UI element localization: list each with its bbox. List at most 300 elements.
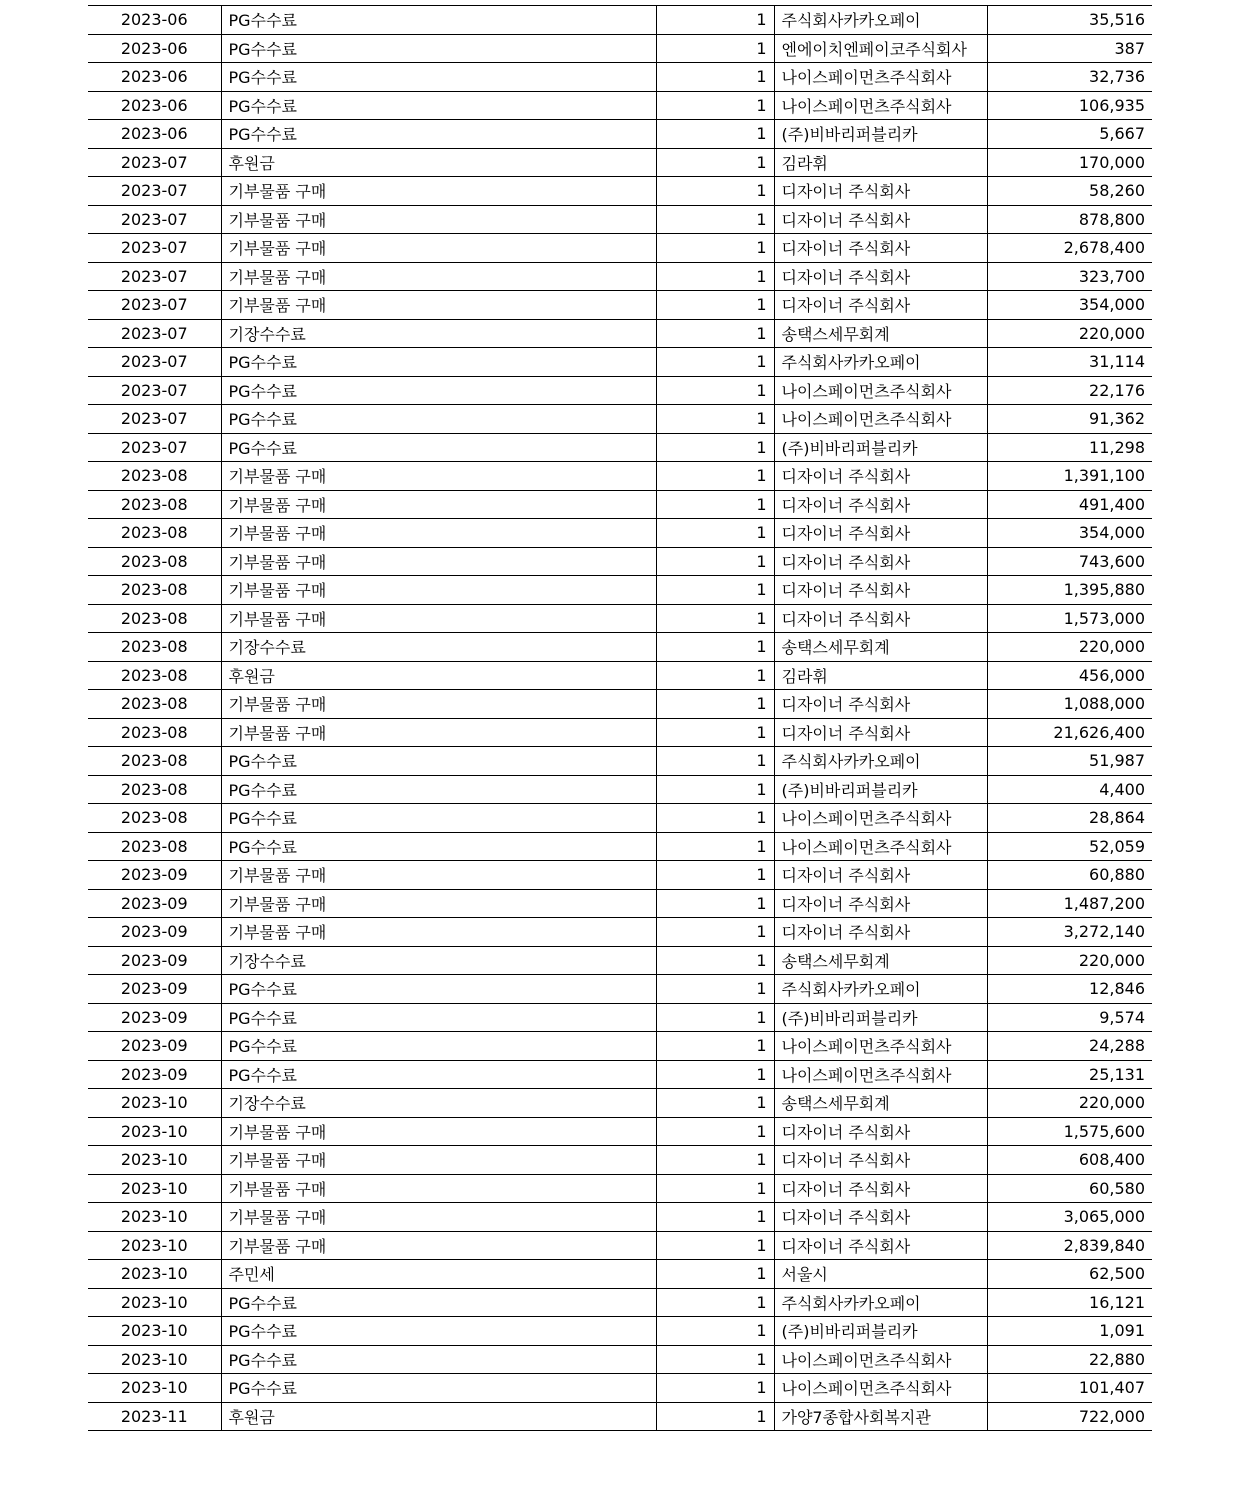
- item-cell: PG수수료: [221, 1003, 656, 1032]
- table-row: [88, 747, 1152, 776]
- quantity-cell: 1: [656, 291, 774, 320]
- quantity-cell: 1: [656, 832, 774, 861]
- table-row: [88, 604, 1152, 633]
- quantity-cell: 1: [656, 576, 774, 605]
- month-cell: 2023-10: [88, 1089, 221, 1118]
- month-cell: 2023-08: [88, 604, 221, 633]
- month-cell: 2023-08: [88, 718, 221, 747]
- item-cell: 후원금: [221, 1402, 656, 1431]
- month-cell: 2023-08: [88, 462, 221, 491]
- payee-cell: 나이스페이먼츠주식회사: [774, 1060, 987, 1089]
- quantity-cell: 1: [656, 91, 774, 120]
- table-row: [88, 262, 1152, 291]
- payee-cell: 디자이너 주식회사: [774, 1203, 987, 1232]
- item-cell: 기부물품 구매: [221, 604, 656, 633]
- quantity-cell: 1: [656, 120, 774, 149]
- payee-cell: (주)비바리퍼블리카: [774, 433, 987, 462]
- quantity-cell: 1: [656, 1317, 774, 1346]
- quantity-cell: 1: [656, 1060, 774, 1089]
- month-cell: 2023-08: [88, 661, 221, 690]
- amount-cell: 220,000: [987, 319, 1152, 348]
- amount-cell: 491,400: [987, 490, 1152, 519]
- amount-cell: 51,987: [987, 747, 1152, 776]
- payee-cell: 김라휘: [774, 148, 987, 177]
- quantity-cell: 1: [656, 1402, 774, 1431]
- quantity-cell: 1: [656, 661, 774, 690]
- amount-cell: 106,935: [987, 91, 1152, 120]
- table-row: [88, 148, 1152, 177]
- quantity-cell: 1: [656, 348, 774, 377]
- payee-cell: 나이스페이먼츠주식회사: [774, 1345, 987, 1374]
- item-cell: PG수수료: [221, 747, 656, 776]
- item-cell: PG수수료: [221, 6, 656, 35]
- item-cell: 기부물품 구매: [221, 205, 656, 234]
- table-row: [88, 1260, 1152, 1289]
- quantity-cell: 1: [656, 1003, 774, 1032]
- item-cell: PG수수료: [221, 975, 656, 1004]
- quantity-cell: 1: [656, 1260, 774, 1289]
- amount-cell: 387: [987, 34, 1152, 63]
- month-cell: 2023-10: [88, 1231, 221, 1260]
- item-cell: PG수수료: [221, 804, 656, 833]
- payee-cell: 디자이너 주식회사: [774, 177, 987, 206]
- month-cell: 2023-09: [88, 946, 221, 975]
- quantity-cell: 1: [656, 6, 774, 35]
- quantity-cell: 1: [656, 376, 774, 405]
- item-cell: PG수수료: [221, 775, 656, 804]
- quantity-cell: 1: [656, 690, 774, 719]
- quantity-cell: 1: [656, 861, 774, 890]
- month-cell: 2023-07: [88, 234, 221, 263]
- item-cell: 기장수수료: [221, 319, 656, 348]
- payee-cell: 디자이너 주식회사: [774, 889, 987, 918]
- amount-cell: 878,800: [987, 205, 1152, 234]
- table-row: [88, 1146, 1152, 1175]
- amount-cell: 3,272,140: [987, 918, 1152, 947]
- quantity-cell: 1: [656, 975, 774, 1004]
- quantity-cell: 1: [656, 775, 774, 804]
- table-row: [88, 1117, 1152, 1146]
- payee-cell: 주식회사카카오페이: [774, 975, 987, 1004]
- quantity-cell: 1: [656, 1117, 774, 1146]
- table-row: [88, 918, 1152, 947]
- item-cell: 기부물품 구매: [221, 490, 656, 519]
- month-cell: 2023-10: [88, 1174, 221, 1203]
- quantity-cell: 1: [656, 1203, 774, 1232]
- amount-cell: 21,626,400: [987, 718, 1152, 747]
- quantity-cell: 1: [656, 34, 774, 63]
- payee-cell: 나이스페이먼츠주식회사: [774, 91, 987, 120]
- item-cell: 기부물품 구매: [221, 1231, 656, 1260]
- month-cell: 2023-07: [88, 205, 221, 234]
- quantity-cell: 1: [656, 1288, 774, 1317]
- quantity-cell: 1: [656, 747, 774, 776]
- ledger-body: [88, 6, 1152, 1431]
- payee-cell: 디자이너 주식회사: [774, 1174, 987, 1203]
- table-row: [88, 1032, 1152, 1061]
- quantity-cell: 1: [656, 604, 774, 633]
- item-cell: 기부물품 구매: [221, 718, 656, 747]
- payee-cell: 주식회사카카오페이: [774, 1288, 987, 1317]
- payee-cell: 디자이너 주식회사: [774, 1231, 987, 1260]
- amount-cell: 9,574: [987, 1003, 1152, 1032]
- quantity-cell: 1: [656, 1146, 774, 1175]
- payee-cell: 주식회사카카오페이: [774, 6, 987, 35]
- month-cell: 2023-10: [88, 1146, 221, 1175]
- table-row: [88, 519, 1152, 548]
- quantity-cell: 1: [656, 1089, 774, 1118]
- amount-cell: 1,575,600: [987, 1117, 1152, 1146]
- month-cell: 2023-06: [88, 91, 221, 120]
- payee-cell: 주식회사카카오페이: [774, 348, 987, 377]
- item-cell: PG수수료: [221, 1032, 656, 1061]
- amount-cell: 35,516: [987, 6, 1152, 35]
- item-cell: 기부물품 구매: [221, 576, 656, 605]
- table-row: [88, 975, 1152, 1004]
- payee-cell: 디자이너 주식회사: [774, 690, 987, 719]
- table-row: [88, 63, 1152, 92]
- month-cell: 2023-09: [88, 1003, 221, 1032]
- quantity-cell: 1: [656, 1231, 774, 1260]
- item-cell: 기부물품 구매: [221, 547, 656, 576]
- amount-cell: 456,000: [987, 661, 1152, 690]
- quantity-cell: 1: [656, 319, 774, 348]
- month-cell: 2023-09: [88, 918, 221, 947]
- amount-cell: 28,864: [987, 804, 1152, 833]
- quantity-cell: 1: [656, 946, 774, 975]
- item-cell: 기부물품 구매: [221, 1117, 656, 1146]
- quantity-cell: 1: [656, 490, 774, 519]
- month-cell: 2023-06: [88, 34, 221, 63]
- table-row: [88, 889, 1152, 918]
- table-row: [88, 1317, 1152, 1346]
- amount-cell: 354,000: [987, 519, 1152, 548]
- month-cell: 2023-09: [88, 861, 221, 890]
- table-row: [88, 1288, 1152, 1317]
- table-row: [88, 319, 1152, 348]
- payee-cell: 가양7종합사회복지관: [774, 1402, 987, 1431]
- month-cell: 2023-07: [88, 291, 221, 320]
- table-row: [88, 1203, 1152, 1232]
- quantity-cell: 1: [656, 718, 774, 747]
- payee-cell: (주)비바리퍼블리카: [774, 120, 987, 149]
- amount-cell: 1,573,000: [987, 604, 1152, 633]
- quantity-cell: 1: [656, 519, 774, 548]
- payee-cell: 나이스페이먼츠주식회사: [774, 1374, 987, 1403]
- quantity-cell: 1: [656, 462, 774, 491]
- payee-cell: 디자이너 주식회사: [774, 462, 987, 491]
- amount-cell: 25,131: [987, 1060, 1152, 1089]
- quantity-cell: 1: [656, 547, 774, 576]
- month-cell: 2023-08: [88, 547, 221, 576]
- amount-cell: 91,362: [987, 405, 1152, 434]
- amount-cell: 1,395,880: [987, 576, 1152, 605]
- table-row: [88, 376, 1152, 405]
- item-cell: PG수수료: [221, 1345, 656, 1374]
- table-row: [88, 91, 1152, 120]
- amount-cell: 743,600: [987, 547, 1152, 576]
- table-row: [88, 205, 1152, 234]
- amount-cell: 52,059: [987, 832, 1152, 861]
- payee-cell: 디자이너 주식회사: [774, 234, 987, 263]
- table-row: [88, 120, 1152, 149]
- table-row: [88, 1231, 1152, 1260]
- table-row: [88, 34, 1152, 63]
- item-cell: 기부물품 구매: [221, 1174, 656, 1203]
- payee-cell: 디자이너 주식회사: [774, 519, 987, 548]
- amount-cell: 32,736: [987, 63, 1152, 92]
- month-cell: 2023-09: [88, 1060, 221, 1089]
- amount-cell: 11,298: [987, 433, 1152, 462]
- item-cell: 기부물품 구매: [221, 690, 656, 719]
- payee-cell: (주)비바리퍼블리카: [774, 1003, 987, 1032]
- item-cell: 주민세: [221, 1260, 656, 1289]
- payee-cell: 디자이너 주식회사: [774, 490, 987, 519]
- month-cell: 2023-07: [88, 433, 221, 462]
- month-cell: 2023-07: [88, 376, 221, 405]
- payee-cell: 디자이너 주식회사: [774, 291, 987, 320]
- payee-cell: 송택스세무회계: [774, 633, 987, 662]
- payee-cell: 송택스세무회계: [774, 1089, 987, 1118]
- amount-cell: 1,091: [987, 1317, 1152, 1346]
- table-row: [88, 775, 1152, 804]
- payee-cell: 디자이너 주식회사: [774, 205, 987, 234]
- payee-cell: 나이스페이먼츠주식회사: [774, 1032, 987, 1061]
- payee-cell: 김라휘: [774, 661, 987, 690]
- item-cell: PG수수료: [221, 376, 656, 405]
- month-cell: 2023-09: [88, 889, 221, 918]
- month-cell: 2023-08: [88, 804, 221, 833]
- month-cell: 2023-07: [88, 148, 221, 177]
- payee-cell: 디자이너 주식회사: [774, 918, 987, 947]
- amount-cell: 170,000: [987, 148, 1152, 177]
- payee-cell: 송택스세무회계: [774, 946, 987, 975]
- item-cell: 기부물품 구매: [221, 177, 656, 206]
- item-cell: PG수수료: [221, 1317, 656, 1346]
- table-row: [88, 1402, 1152, 1431]
- amount-cell: 31,114: [987, 348, 1152, 377]
- table-row: [88, 547, 1152, 576]
- quantity-cell: 1: [656, 1345, 774, 1374]
- month-cell: 2023-10: [88, 1288, 221, 1317]
- quantity-cell: 1: [656, 1174, 774, 1203]
- month-cell: 2023-08: [88, 690, 221, 719]
- table-row: [88, 1003, 1152, 1032]
- month-cell: 2023-11: [88, 1402, 221, 1431]
- payee-cell: 서울시: [774, 1260, 987, 1289]
- item-cell: 기부물품 구매: [221, 462, 656, 491]
- quantity-cell: 1: [656, 405, 774, 434]
- table-row: [88, 348, 1152, 377]
- quantity-cell: 1: [656, 889, 774, 918]
- payee-cell: 나이스페이먼츠주식회사: [774, 804, 987, 833]
- table-row: [88, 946, 1152, 975]
- amount-cell: 4,400: [987, 775, 1152, 804]
- table-row: [88, 576, 1152, 605]
- amount-cell: 220,000: [987, 946, 1152, 975]
- item-cell: 기장수수료: [221, 946, 656, 975]
- item-cell: 기부물품 구매: [221, 262, 656, 291]
- amount-cell: 220,000: [987, 633, 1152, 662]
- amount-cell: 220,000: [987, 1089, 1152, 1118]
- table-row: [88, 690, 1152, 719]
- item-cell: PG수수료: [221, 91, 656, 120]
- payee-cell: 디자이너 주식회사: [774, 1146, 987, 1175]
- item-cell: 기부물품 구매: [221, 1203, 656, 1232]
- payee-cell: 디자이너 주식회사: [774, 718, 987, 747]
- table-row: [88, 718, 1152, 747]
- payee-cell: 나이스페이먼츠주식회사: [774, 63, 987, 92]
- table-row: [88, 291, 1152, 320]
- quantity-cell: 1: [656, 1374, 774, 1403]
- payee-cell: 나이스페이먼츠주식회사: [774, 376, 987, 405]
- table-row: [88, 433, 1152, 462]
- quantity-cell: 1: [656, 205, 774, 234]
- amount-cell: 354,000: [987, 291, 1152, 320]
- payee-cell: 디자이너 주식회사: [774, 262, 987, 291]
- table-row: [88, 177, 1152, 206]
- payee-cell: 디자이너 주식회사: [774, 861, 987, 890]
- table-row: [88, 405, 1152, 434]
- item-cell: 기부물품 구매: [221, 234, 656, 263]
- amount-cell: 60,880: [987, 861, 1152, 890]
- table-row: [88, 462, 1152, 491]
- quantity-cell: 1: [656, 63, 774, 92]
- table-row: [88, 1374, 1152, 1403]
- table-row: [88, 1174, 1152, 1203]
- table-row: [88, 661, 1152, 690]
- month-cell: 2023-07: [88, 177, 221, 206]
- table-row: [88, 490, 1152, 519]
- item-cell: PG수수료: [221, 34, 656, 63]
- amount-cell: 16,121: [987, 1288, 1152, 1317]
- month-cell: 2023-08: [88, 519, 221, 548]
- amount-cell: 101,407: [987, 1374, 1152, 1403]
- amount-cell: 22,176: [987, 376, 1152, 405]
- item-cell: PG수수료: [221, 348, 656, 377]
- item-cell: PG수수료: [221, 63, 656, 92]
- month-cell: 2023-09: [88, 975, 221, 1004]
- amount-cell: 2,839,840: [987, 1231, 1152, 1260]
- month-cell: 2023-10: [88, 1317, 221, 1346]
- table-row: [88, 1345, 1152, 1374]
- amount-cell: 323,700: [987, 262, 1152, 291]
- payee-cell: 엔에이치엔페이코주식회사: [774, 34, 987, 63]
- amount-cell: 1,088,000: [987, 690, 1152, 719]
- amount-cell: 12,846: [987, 975, 1152, 1004]
- quantity-cell: 1: [656, 177, 774, 206]
- item-cell: 후원금: [221, 148, 656, 177]
- expense-ledger-table: [88, 5, 1152, 1431]
- item-cell: PG수수료: [221, 832, 656, 861]
- month-cell: 2023-10: [88, 1374, 221, 1403]
- amount-cell: 5,667: [987, 120, 1152, 149]
- quantity-cell: 1: [656, 433, 774, 462]
- month-cell: 2023-06: [88, 63, 221, 92]
- amount-cell: 608,400: [987, 1146, 1152, 1175]
- item-cell: 기장수수료: [221, 633, 656, 662]
- amount-cell: 3,065,000: [987, 1203, 1152, 1232]
- item-cell: PG수수료: [221, 405, 656, 434]
- month-cell: 2023-08: [88, 576, 221, 605]
- month-cell: 2023-06: [88, 120, 221, 149]
- month-cell: 2023-08: [88, 832, 221, 861]
- amount-cell: 62,500: [987, 1260, 1152, 1289]
- month-cell: 2023-07: [88, 319, 221, 348]
- amount-cell: 722,000: [987, 1402, 1152, 1431]
- amount-cell: 60,580: [987, 1174, 1152, 1203]
- payee-cell: 디자이너 주식회사: [774, 576, 987, 605]
- month-cell: 2023-06: [88, 6, 221, 35]
- quantity-cell: 1: [656, 234, 774, 263]
- quantity-cell: 1: [656, 804, 774, 833]
- payee-cell: 나이스페이먼츠주식회사: [774, 405, 987, 434]
- quantity-cell: 1: [656, 918, 774, 947]
- payee-cell: 디자이너 주식회사: [774, 1117, 987, 1146]
- table-row: [88, 804, 1152, 833]
- month-cell: 2023-09: [88, 1032, 221, 1061]
- item-cell: 기부물품 구매: [221, 889, 656, 918]
- amount-cell: 22,880: [987, 1345, 1152, 1374]
- payee-cell: 나이스페이먼츠주식회사: [774, 832, 987, 861]
- month-cell: 2023-08: [88, 747, 221, 776]
- month-cell: 2023-07: [88, 262, 221, 291]
- amount-cell: 1,487,200: [987, 889, 1152, 918]
- item-cell: 기부물품 구매: [221, 519, 656, 548]
- amount-cell: 24,288: [987, 1032, 1152, 1061]
- item-cell: 기부물품 구매: [221, 861, 656, 890]
- payee-cell: 송택스세무회계: [774, 319, 987, 348]
- payee-cell: 디자이너 주식회사: [774, 604, 987, 633]
- amount-cell: 58,260: [987, 177, 1152, 206]
- item-cell: PG수수료: [221, 120, 656, 149]
- table-row: [88, 234, 1152, 263]
- month-cell: 2023-10: [88, 1345, 221, 1374]
- table-row: [88, 6, 1152, 35]
- payee-cell: 주식회사카카오페이: [774, 747, 987, 776]
- quantity-cell: 1: [656, 1032, 774, 1061]
- month-cell: 2023-10: [88, 1203, 221, 1232]
- item-cell: 기부물품 구매: [221, 918, 656, 947]
- table-row: [88, 861, 1152, 890]
- item-cell: PG수수료: [221, 433, 656, 462]
- month-cell: 2023-07: [88, 348, 221, 377]
- month-cell: 2023-08: [88, 775, 221, 804]
- month-cell: 2023-10: [88, 1117, 221, 1146]
- item-cell: PG수수료: [221, 1374, 656, 1403]
- payee-cell: 디자이너 주식회사: [774, 547, 987, 576]
- table-row: [88, 1089, 1152, 1118]
- payee-cell: (주)비바리퍼블리카: [774, 775, 987, 804]
- item-cell: 후원금: [221, 661, 656, 690]
- item-cell: 기부물품 구매: [221, 1146, 656, 1175]
- item-cell: 기장수수료: [221, 1089, 656, 1118]
- month-cell: 2023-08: [88, 633, 221, 662]
- payee-cell: (주)비바리퍼블리카: [774, 1317, 987, 1346]
- amount-cell: 1,391,100: [987, 462, 1152, 491]
- quantity-cell: 1: [656, 148, 774, 177]
- table-row: [88, 832, 1152, 861]
- quantity-cell: 1: [656, 633, 774, 662]
- item-cell: PG수수료: [221, 1288, 656, 1317]
- item-cell: 기부물품 구매: [221, 291, 656, 320]
- month-cell: 2023-08: [88, 490, 221, 519]
- month-cell: 2023-07: [88, 405, 221, 434]
- table-row: [88, 1060, 1152, 1089]
- amount-cell: 2,678,400: [987, 234, 1152, 263]
- item-cell: PG수수료: [221, 1060, 656, 1089]
- month-cell: 2023-10: [88, 1260, 221, 1289]
